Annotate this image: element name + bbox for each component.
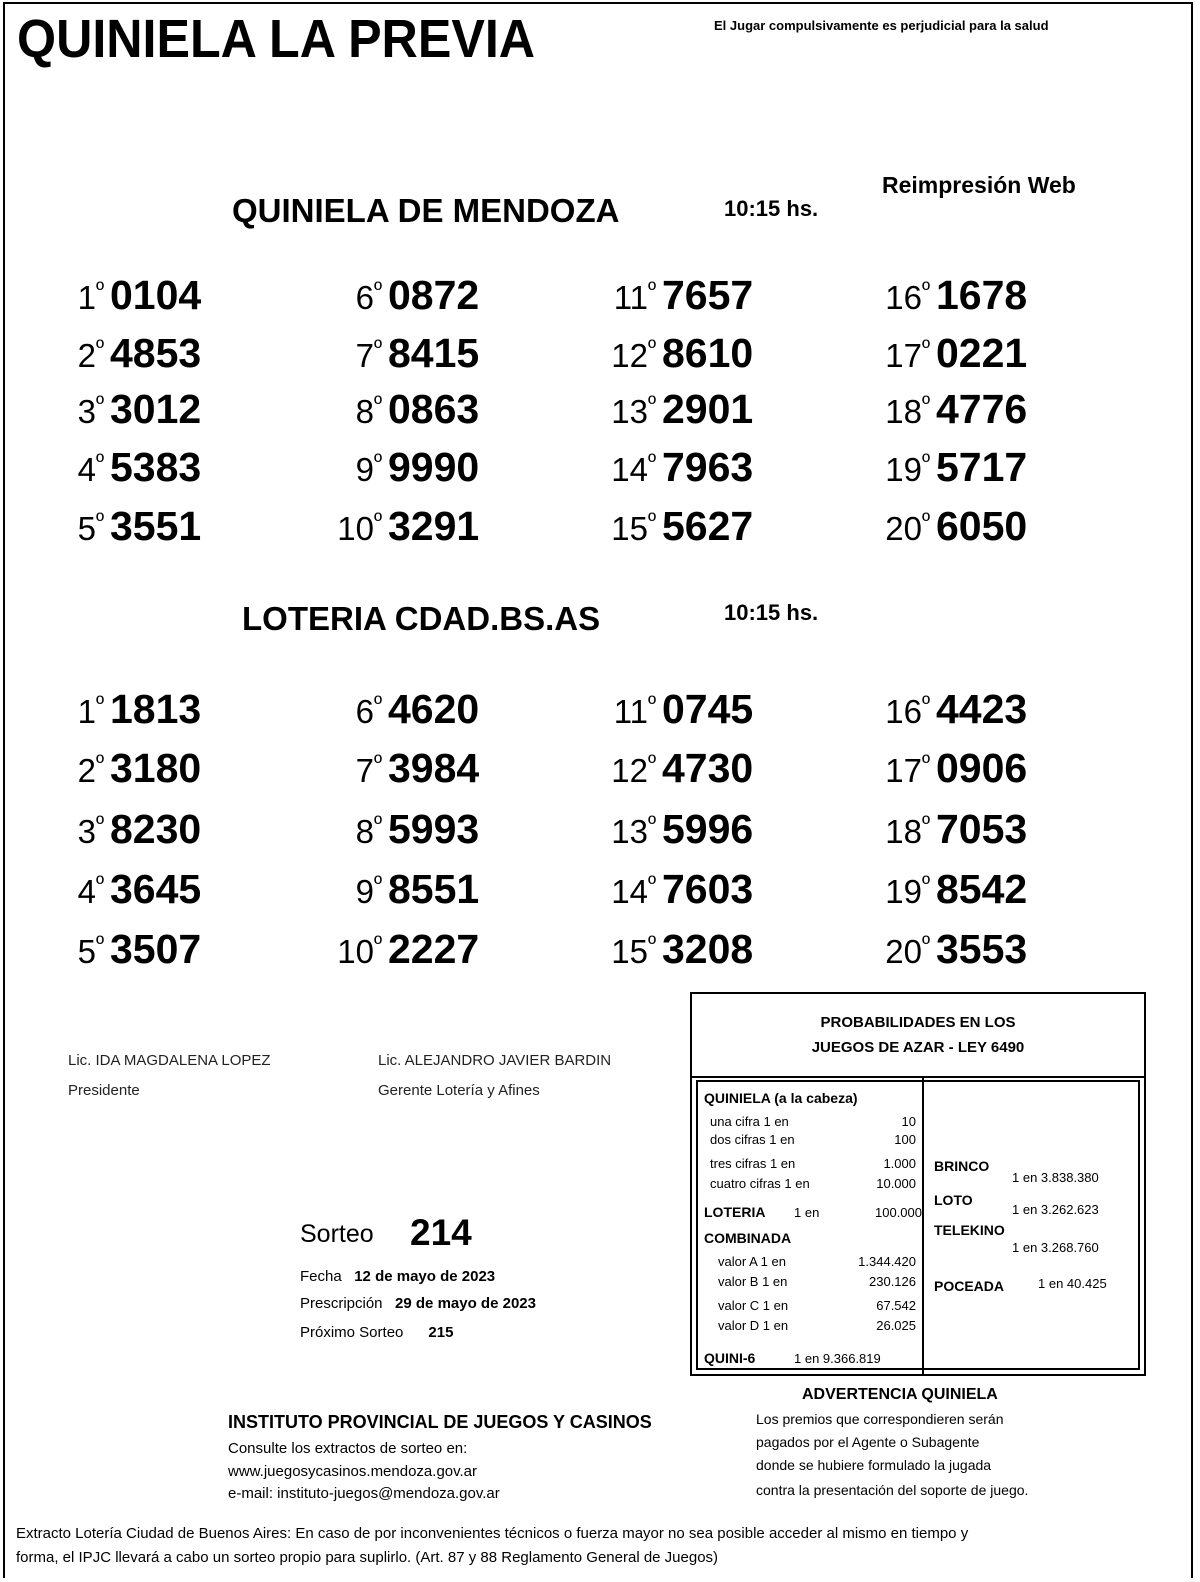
- loteria-prob-mid: 1 en: [794, 1205, 820, 1220]
- ordinal-mark: º: [373, 931, 382, 956]
- probabilities-header-line: PROBABILIDADES EN LOS: [820, 1014, 1016, 1031]
- ordinal-mark: º: [95, 277, 104, 302]
- result-ordinal: [60, 752, 104, 790]
- result-row: [60, 272, 201, 319]
- prob-label: valor C 1 en: [718, 1298, 789, 1313]
- ordinal-mark: º: [647, 811, 656, 836]
- result-ordinal: [60, 933, 104, 971]
- result-position: 5: [77, 510, 96, 547]
- result-ordinal: [866, 337, 930, 375]
- result-number: 5627: [662, 503, 754, 549]
- ordinal-mark: º: [373, 691, 382, 716]
- reprint-label: Reimpresión Web: [882, 172, 1076, 198]
- result-row: [60, 686, 201, 733]
- result-row: [318, 686, 479, 733]
- result-number: 5383: [110, 444, 202, 490]
- ordinal-mark: º: [921, 811, 930, 836]
- result-row: [60, 444, 201, 491]
- result-position: 5: [77, 933, 96, 970]
- prob-label: valor D 1 en: [718, 1318, 789, 1333]
- result-position: 20: [885, 933, 922, 970]
- result-position: 17: [885, 337, 922, 374]
- signature-role: Gerente Lotería y Afines: [378, 1082, 540, 1099]
- result-ordinal: [592, 451, 656, 489]
- advertencia-title: ADVERTENCIA QUINIELA: [802, 1386, 998, 1403]
- right-prob-label: BRINCO: [934, 1158, 990, 1174]
- result-row: [592, 686, 753, 733]
- ordinal-mark: º: [647, 391, 656, 416]
- ordinal-mark: º: [95, 449, 104, 474]
- result-row: [318, 745, 479, 792]
- result-position: 10: [337, 933, 374, 970]
- ordinal-mark: º: [95, 335, 104, 360]
- result-position: 12: [611, 337, 648, 374]
- result-position: 1: [77, 693, 96, 730]
- result-row: [592, 926, 753, 973]
- result-position: 19: [885, 873, 922, 910]
- result-ordinal: [60, 693, 104, 731]
- result-number: 4853: [110, 330, 202, 376]
- prob-label: cuatro cifras 1 en: [710, 1176, 810, 1191]
- result-number: 0221: [936, 330, 1028, 376]
- loteria-prob-label: LOTERIA: [704, 1204, 766, 1220]
- result-ordinal: [318, 451, 382, 489]
- result-position: 13: [611, 813, 648, 850]
- result-ordinal: [866, 451, 930, 489]
- ordinal-mark: º: [647, 449, 656, 474]
- result-number: 3507: [110, 926, 202, 972]
- result-number: 4730: [662, 745, 754, 791]
- result-number: 3291: [388, 503, 480, 549]
- result-position: 8: [355, 813, 374, 850]
- ordinal-mark: º: [95, 871, 104, 896]
- result-position: 11: [613, 279, 648, 316]
- result-row: [592, 444, 753, 491]
- result-row: [60, 926, 201, 973]
- result-number: 1813: [110, 686, 202, 732]
- result-row: [866, 806, 1027, 853]
- ordinal-mark: º: [95, 691, 104, 716]
- result-position: 3: [77, 393, 96, 430]
- quiniela-prob-title: QUINIELA (a la cabeza): [704, 1090, 858, 1106]
- result-position: 8: [355, 393, 374, 430]
- prob-label: una cifra 1 en: [710, 1114, 789, 1129]
- result-position: 18: [885, 813, 922, 850]
- ordinal-mark: º: [373, 277, 382, 302]
- result-row: [318, 806, 479, 853]
- institute-line: Consulte los extractos de sorteo en:: [228, 1440, 468, 1457]
- ordinal-mark: º: [921, 750, 930, 775]
- result-position: 10: [337, 510, 374, 547]
- result-number: 4423: [936, 686, 1028, 732]
- result-row: [318, 866, 479, 913]
- result-position: 6: [355, 279, 374, 316]
- result-number: 3208: [662, 926, 754, 972]
- result-ordinal: [592, 337, 656, 375]
- result-row: [318, 926, 479, 973]
- result-row: [60, 386, 201, 433]
- result-number: 5717: [936, 444, 1028, 490]
- result-number: 6050: [936, 503, 1028, 549]
- prob-value: 1.344.420: [858, 1254, 916, 1269]
- result-number: 7603: [662, 866, 754, 912]
- health-warning: El Jugar compulsivamente es perjudicial para la salud: [714, 18, 1049, 33]
- probabilities-header-line: JUEGOS DE AZAR - LEY 6490: [811, 1039, 1025, 1056]
- result-position: 9: [355, 451, 374, 488]
- ordinal-mark: º: [647, 931, 656, 956]
- prob-label: tres cifras 1 en: [710, 1156, 796, 1171]
- prescripcion-label: Prescripción: [300, 1295, 383, 1312]
- proximo-line: [300, 1324, 453, 1341]
- institute-email: e-mail: instituto-juegos@mendoza.gov.ar: [228, 1485, 500, 1502]
- right-prob-value: 1 en 3.838.380: [1012, 1170, 1099, 1185]
- result-row: [318, 444, 479, 491]
- result-ordinal: [866, 873, 930, 911]
- result-position: 2: [77, 337, 96, 374]
- fecha-value: 12 de mayo de 2023: [354, 1268, 496, 1285]
- result-position: 11: [613, 693, 648, 730]
- result-number: 0104: [110, 272, 202, 318]
- result-ordinal: [318, 693, 382, 731]
- prob-value: 10.000: [876, 1176, 916, 1191]
- result-position: 7: [355, 337, 374, 374]
- result-row: [592, 330, 753, 377]
- result-position: 6: [355, 693, 374, 730]
- result-ordinal: [592, 693, 656, 731]
- result-position: 4: [77, 451, 96, 488]
- proximo-value: 215: [428, 1324, 454, 1341]
- prob-value: 100: [894, 1132, 916, 1147]
- ordinal-mark: º: [921, 871, 930, 896]
- result-ordinal: [866, 813, 930, 851]
- result-position: 3: [77, 813, 96, 850]
- result-row: [592, 745, 753, 792]
- probabilities-box: [690, 992, 1146, 1376]
- result-row: [592, 866, 753, 913]
- ordinal-mark: º: [921, 391, 930, 416]
- result-ordinal: [866, 693, 930, 731]
- ordinal-mark: º: [921, 449, 930, 474]
- result-ordinal: [592, 510, 656, 548]
- ordinal-mark: º: [373, 335, 382, 360]
- result-ordinal: [60, 393, 104, 431]
- ordinal-mark: º: [647, 508, 656, 533]
- result-row: [866, 386, 1027, 433]
- fecha-label: Fecha: [300, 1268, 342, 1285]
- combinada-prob-title: COMBINADA: [704, 1230, 792, 1246]
- result-number: 3012: [110, 386, 202, 432]
- prob-label: valor A 1 en: [718, 1254, 786, 1269]
- result-ordinal: [318, 933, 382, 971]
- ordinal-mark: º: [95, 508, 104, 533]
- ordinal-mark: º: [95, 750, 104, 775]
- result-position: 12: [611, 752, 648, 789]
- ordinal-mark: º: [373, 811, 382, 836]
- result-number: 0906: [936, 745, 1028, 791]
- result-row: [60, 330, 201, 377]
- ordinal-mark: º: [647, 691, 656, 716]
- result-ordinal: [60, 451, 104, 489]
- result-number: 3645: [110, 866, 202, 912]
- result-number: 5996: [662, 806, 754, 852]
- result-row: [592, 503, 753, 550]
- result-row: [866, 686, 1027, 733]
- result-position: 2: [77, 752, 96, 789]
- prob-value: 230.126: [869, 1274, 916, 1289]
- result-number: 0872: [388, 272, 480, 318]
- result-row: [592, 386, 753, 433]
- institute-title: INSTITUTO PROVINCIAL DE JUEGOS Y CASINOS: [228, 1412, 652, 1432]
- result-number: 8230: [110, 806, 202, 852]
- result-row: [318, 272, 479, 319]
- result-number: 8551: [388, 866, 480, 912]
- advertencia-line: donde se hubiere formulado la jugada: [756, 1457, 992, 1473]
- ordinal-mark: º: [921, 335, 930, 360]
- institute-website: www.juegosycasinos.mendoza.gov.ar: [228, 1463, 478, 1480]
- right-prob-value: 1 en 3.268.760: [1012, 1240, 1099, 1255]
- result-ordinal: [60, 279, 104, 317]
- result-ordinal: [318, 510, 382, 548]
- result-position: 1: [77, 279, 96, 316]
- result-number: 3984: [388, 745, 480, 791]
- draw-title: LOTERIA CDAD.BS.AS: [242, 600, 601, 637]
- result-row: [592, 806, 753, 853]
- right-prob-value: 1 en 3.262.623: [1012, 1202, 1099, 1217]
- result-ordinal: [318, 752, 382, 790]
- ordinal-mark: º: [95, 931, 104, 956]
- result-position: 14: [611, 451, 648, 488]
- result-ordinal: [60, 813, 104, 851]
- ordinal-mark: º: [647, 335, 656, 360]
- result-row: [866, 503, 1027, 550]
- result-number: 7053: [936, 806, 1028, 852]
- quini6-prob-value: 1 en 9.366.819: [794, 1351, 881, 1366]
- result-number: 5993: [388, 806, 480, 852]
- result-position: 15: [611, 933, 648, 970]
- ordinal-mark: º: [647, 871, 656, 896]
- probabilities-divider: [922, 1078, 924, 1374]
- result-position: 9: [355, 873, 374, 910]
- ordinal-mark: º: [921, 931, 930, 956]
- ordinal-mark: º: [95, 811, 104, 836]
- prob-value: 67.542: [876, 1298, 916, 1313]
- signature-role: Presidente: [68, 1082, 140, 1099]
- advertencia-line: pagados por el Agente o Subagente: [756, 1434, 980, 1450]
- result-number: 7657: [662, 272, 754, 318]
- result-row: [60, 745, 201, 792]
- result-ordinal: [60, 510, 104, 548]
- result-ordinal: [592, 752, 656, 790]
- result-row: [592, 272, 753, 319]
- prescripcion-value: 29 de mayo de 2023: [395, 1295, 536, 1312]
- right-prob-label: TELEKINO: [934, 1222, 1005, 1238]
- probabilities-header: [692, 994, 1144, 1078]
- result-ordinal: [592, 279, 656, 317]
- prob-value: 10: [901, 1114, 916, 1129]
- result-row: [866, 330, 1027, 377]
- result-position: 18: [885, 393, 922, 430]
- right-prob-value: 1 en 40.425: [1038, 1276, 1107, 1291]
- result-row: [866, 745, 1027, 792]
- advertencia-line: Los premios que correspondieren serán: [756, 1411, 1004, 1427]
- result-number: 4620: [388, 686, 480, 732]
- result-number: 0863: [388, 386, 480, 432]
- result-row: [60, 866, 201, 913]
- ordinal-mark: º: [373, 750, 382, 775]
- draw-time: 10:15 hs.: [724, 600, 819, 625]
- result-ordinal: [866, 933, 930, 971]
- ordinal-mark: º: [373, 871, 382, 896]
- draw-title: QUINIELA DE MENDOZA: [232, 192, 620, 229]
- result-ordinal: [318, 337, 382, 375]
- result-number: 9990: [388, 444, 480, 490]
- prob-label: valor B 1 en: [718, 1274, 788, 1289]
- prob-value: 26.025: [876, 1318, 916, 1333]
- result-ordinal: [866, 279, 930, 317]
- advertencia-line: contra la presentación del soporte de juego.: [756, 1482, 1029, 1498]
- right-prob-label: POCEADA: [934, 1278, 1005, 1294]
- result-row: [866, 272, 1027, 319]
- result-position: 15: [611, 510, 648, 547]
- result-number: 2901: [662, 386, 754, 432]
- result-position: 16: [885, 693, 922, 730]
- result-position: 16: [885, 279, 922, 316]
- result-number: 8610: [662, 330, 754, 376]
- result-ordinal: [592, 393, 656, 431]
- result-position: 19: [885, 451, 922, 488]
- signature-name: Lic. IDA MAGDALENA LOPEZ: [68, 1052, 271, 1069]
- result-row: [318, 503, 479, 550]
- ordinal-mark: º: [95, 391, 104, 416]
- result-row: [318, 386, 479, 433]
- ordinal-mark: º: [921, 691, 930, 716]
- ordinal-mark: º: [647, 750, 656, 775]
- result-number: 3553: [936, 926, 1028, 972]
- loteria-prob-value: 100.000: [875, 1205, 922, 1220]
- result-position: 14: [611, 873, 648, 910]
- ordinal-mark: º: [373, 508, 382, 533]
- result-ordinal: [60, 337, 104, 375]
- result-ordinal: [592, 933, 656, 971]
- right-prob-label: LOTO: [934, 1192, 973, 1208]
- result-ordinal: [866, 510, 930, 548]
- ordinal-mark: º: [921, 277, 930, 302]
- result-number: 3180: [110, 745, 202, 791]
- result-number: 8415: [388, 330, 480, 376]
- ordinal-mark: º: [373, 449, 382, 474]
- result-ordinal: [592, 873, 656, 911]
- result-position: 17: [885, 752, 922, 789]
- result-ordinal: [592, 813, 656, 851]
- prob-value: 1.000: [883, 1156, 916, 1171]
- result-row: [866, 926, 1027, 973]
- result-ordinal: [318, 813, 382, 851]
- quini6-prob-label: QUINI-6: [704, 1350, 756, 1366]
- result-row: [866, 866, 1027, 913]
- fecha-line: [300, 1268, 495, 1285]
- result-number: 4776: [936, 386, 1028, 432]
- result-position: 20: [885, 510, 922, 547]
- ordinal-mark: º: [921, 508, 930, 533]
- result-number: 7963: [662, 444, 754, 490]
- proximo-label: Próximo Sorteo: [300, 1324, 404, 1341]
- result-ordinal: [318, 279, 382, 317]
- result-row: [60, 503, 201, 550]
- result-row: [60, 806, 201, 853]
- footer-line: Extracto Lotería Ciudad de Buenos Aires: En caso de por inconvenientes técnicos o fuerza mayor no sea posible acceder al mismo en tiempo y: [16, 1525, 969, 1542]
- result-ordinal: [318, 873, 382, 911]
- sorteo-label: Sorteo: [300, 1220, 374, 1248]
- result-ordinal: [318, 393, 382, 431]
- result-number: 1678: [936, 272, 1028, 318]
- prob-label: dos cifras 1 en: [710, 1132, 795, 1147]
- footer-line: forma, el IPJC llevará a cabo un sorteo propio para suplirlo. (Art. 87 y 88 Reglamento General de Juegos): [16, 1549, 719, 1566]
- page-title: QUINIELA LA PREVIA: [17, 9, 536, 69]
- result-ordinal: [866, 752, 930, 790]
- result-ordinal: [60, 873, 104, 911]
- ordinal-mark: º: [373, 391, 382, 416]
- sorteo-number: 214: [410, 1212, 472, 1253]
- prescripcion-line: [300, 1295, 536, 1312]
- result-row: [866, 444, 1027, 491]
- result-position: 4: [77, 873, 96, 910]
- ordinal-mark: º: [647, 277, 656, 302]
- result-position: 13: [611, 393, 648, 430]
- result-number: 2227: [388, 926, 480, 972]
- result-number: 8542: [936, 866, 1028, 912]
- result-row: [318, 330, 479, 377]
- result-number: 0745: [662, 686, 754, 732]
- result-position: 7: [355, 752, 374, 789]
- result-number: 3551: [110, 503, 202, 549]
- draw-time: 10:15 hs.: [724, 196, 819, 221]
- signature-name: Lic. ALEJANDRO JAVIER BARDIN: [378, 1052, 612, 1069]
- result-ordinal: [866, 393, 930, 431]
